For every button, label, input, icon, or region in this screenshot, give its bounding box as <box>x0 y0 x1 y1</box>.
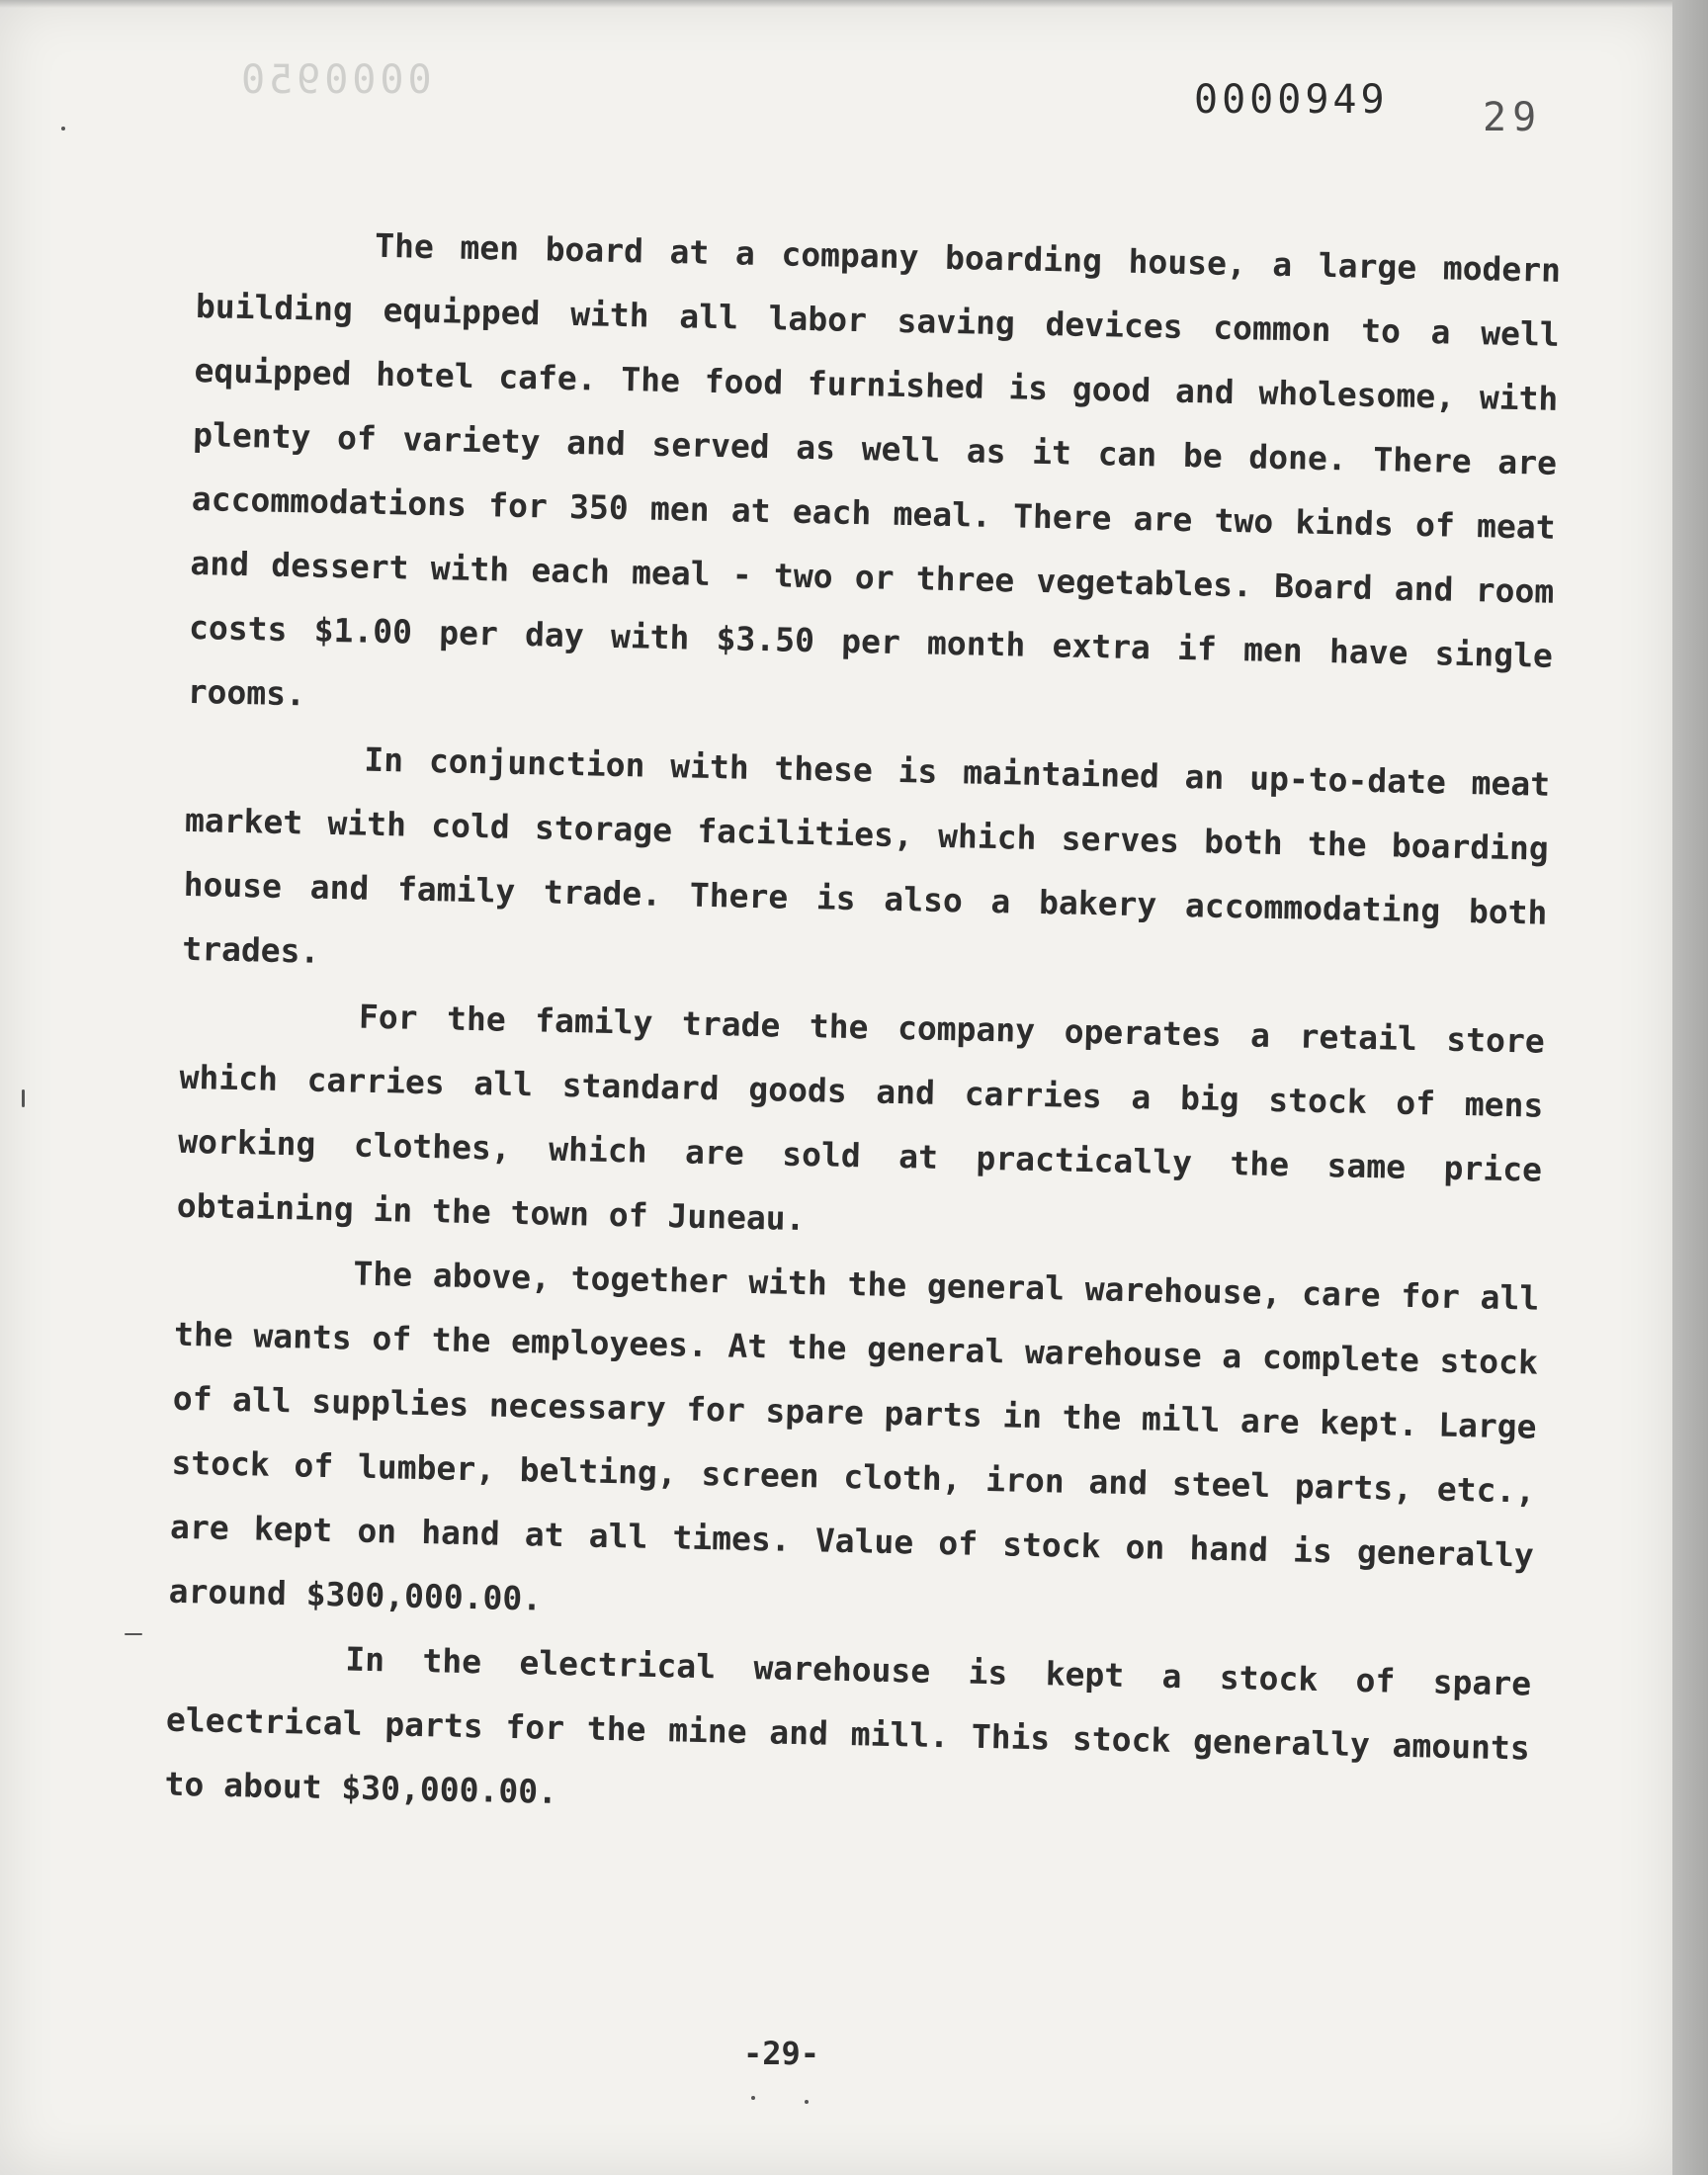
paper-speck <box>61 127 65 130</box>
page-top-edge <box>0 0 1708 8</box>
handwritten-page-mark: 29 <box>1483 95 1543 140</box>
paragraph-meat-market: In conjunction with these is maintained an up-to-date meat market with cold storage facilities, which serves both the boarding house and family trade. There is also a bakery accommodating both trades. <box>181 740 1551 971</box>
paper-speck <box>22 1089 25 1107</box>
paper-speck <box>125 1633 142 1635</box>
paper-speck <box>751 2096 755 2100</box>
scan-edge-shadow <box>1672 0 1708 2175</box>
paragraph-retail-store: For the family trade the company operates a retail store which carries all standard goods and carries a big stock of mens working clothes, which are sold at practically the same price obtaining in the town of Juneau. <box>176 997 1546 1239</box>
paragraph-boarding-house: The men board at a company boarding house, a large modern building equipped with all labor saving devices common to a well equipped hotel cafe. The food furnished is good and wholesome, with plenty of variety and served as well as it can be done. There are accommodations for 350 men at each meal. There are two kinds of meat and dessert with each meal - two or three vegetables. Board and room costs $1.00 per day with $3.50 per month extra if men have single rooms. <box>187 225 1562 714</box>
paragraph-general-warehouse: The above, together with the general warehouse, care for all the wants of the employees. At the general warehouse a complete stock of all supplies necessary for spare parts in the mill are kept. Large stock of lumber, belting, screen cloth, iron and steel parts, etc., are kept on hand at all times. Value of stock on hand is generally around $300,000.00. <box>168 1254 1540 1618</box>
page-number: -29- <box>743 2035 820 2072</box>
paragraph-electrical-warehouse: In the electrical warehouse is kept a stock of spare electrical parts for the mine and mill. This stock generally amounts to about $30,000.00. <box>164 1639 1532 1811</box>
document-body <box>164 210 1562 1845</box>
bleed-through-number: 0000950 <box>237 57 432 103</box>
document-number: 0000949 <box>1194 77 1389 123</box>
paper-speck <box>805 2100 809 2104</box>
